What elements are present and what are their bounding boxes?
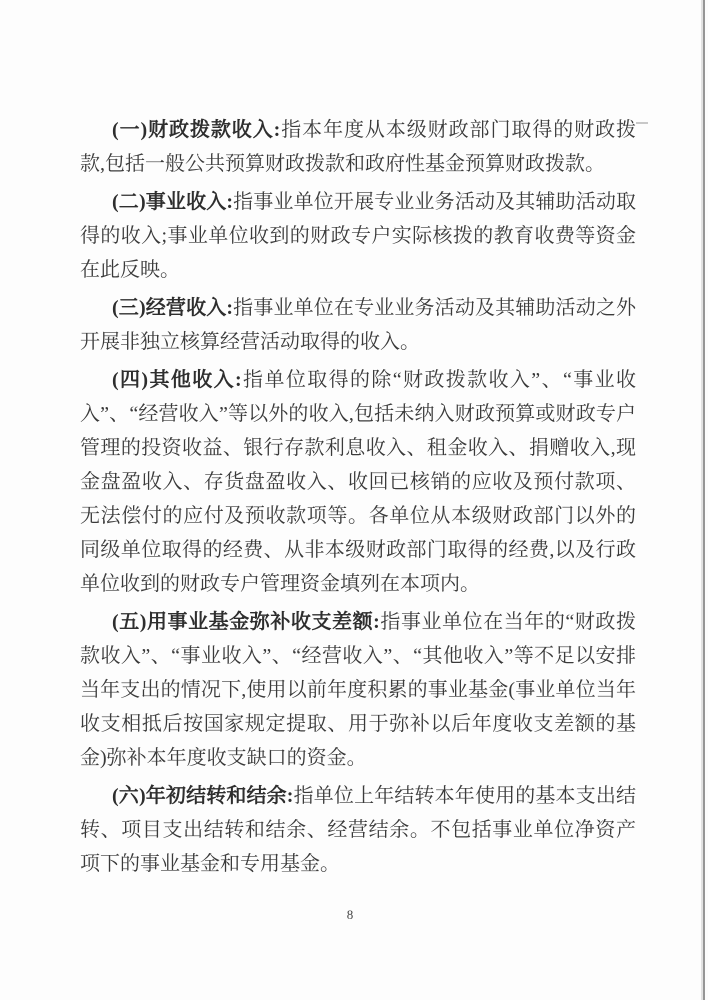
definition-paragraph-business-income [80,291,636,359]
definition-text: 指事业单位开展专业业务活动及其辅助活动取得的收入;事业单位收到的财政专户实际核拨的教育收费等资金在此反映。 [80,191,637,281]
scan-edge-shadow [703,0,705,1000]
definition-paragraph-fiscal-appropriation-income [80,113,636,181]
page-number: 8 [346,907,354,922]
definition-term: (一)财政拨款收入: [112,119,281,141]
definition-paragraph-other-income [80,363,636,601]
document-body [80,113,636,885]
definition-term: (三)经营收入: [112,297,234,319]
definition-text: 指事业单位在专业业务活动及其辅助活动之外开展非独立核算经营活动取得的收入。 [80,297,637,353]
definition-paragraph-operating-income [80,185,636,287]
definition-term: (二)事业收入: [112,191,234,213]
definition-term: (六)年初结转和结余: [112,785,294,807]
definition-text: 指单位取得的除“财政拨款收入”、“事业收入”、“经营收入”等以外的收入,包括未纳入财政预算或财政专户管理的投资收益、银行存款利息收入、租金收入、捐赠收入,现金盘盈收入、存货盘盈收入、收回已核销的应收及预付款项、无法偿付的应付及预收款项等。各单位从本级财政部门以外的同级单位取得的经费、从非本级财政部门取得的经费,以及行政单位收到的财政专户管理资金填列在本项内。 [80,369,636,595]
definition-term: (四)其他收入: [112,369,242,391]
definition-paragraph-fund-deficit-makeup [80,605,636,775]
definition-paragraph-carryover-balance [80,779,636,881]
definition-text: 指事业单位在当年的“财政拨款收入”、“事业收入”、“经营收入”、“其他收入”等不足以安排当年支出的情况下,使用以前年度积累的事业基金(事业单位当年收支相抵后按国家规定提取、用于弥补以后年度收支差额的基金)弥补本年度收支缺口的资金。 [80,611,636,769]
definition-text: 指单位上年结转本年使用的基本支出结转、项目支出结转和结余、经营结余。不包括事业单位净资产项下的事业基金和专用基金。 [80,785,636,875]
definition-text: 指本年度从本级财政部门取得的财政拨款,包括一般公共预算财政拨款和政府性基金预算财政拨款。 [80,119,636,175]
scan-artifact [636,122,648,124]
definition-term: (五)用事业基金弥补收支差额: [112,611,380,633]
